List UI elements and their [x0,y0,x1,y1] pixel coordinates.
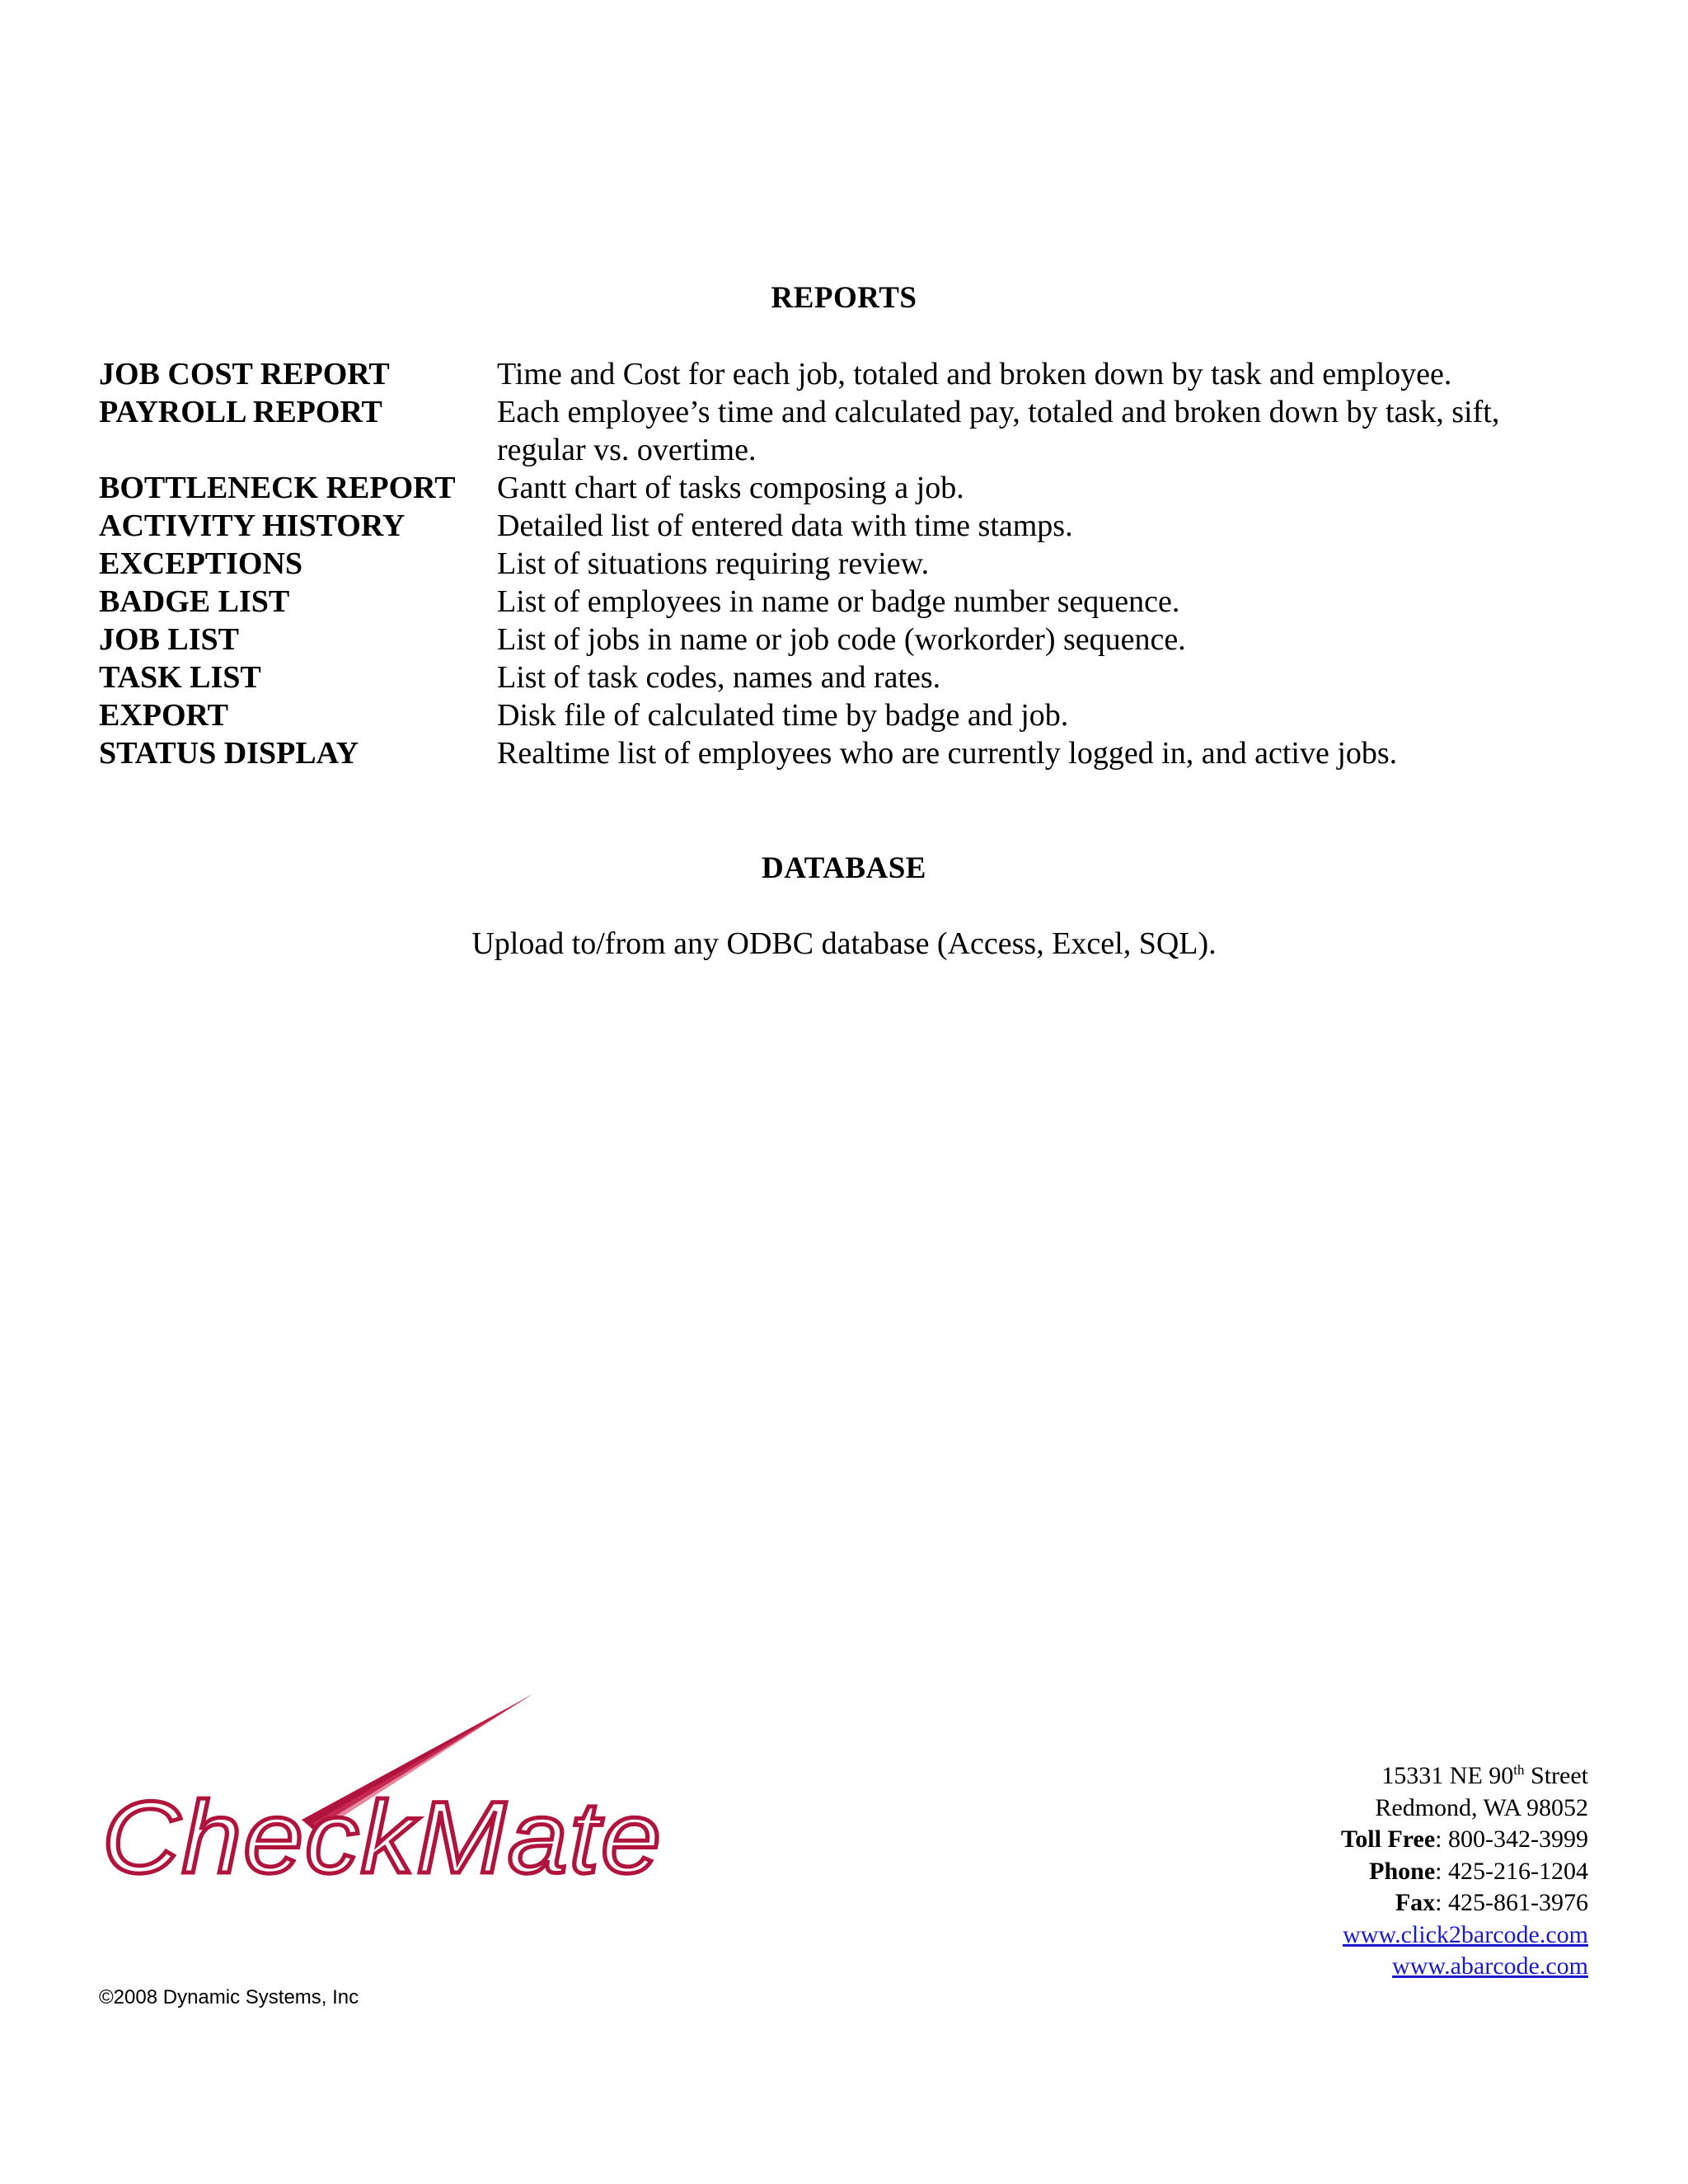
street-name: Street [1524,1762,1588,1789]
report-name: JOB LIST [99,622,240,657]
report-description: Gantt chart of tasks composing a job. [497,471,964,505]
fax-label: Fax [1395,1889,1436,1916]
report-row [99,696,1582,734]
reports-heading: REPORTS [771,281,917,315]
svg-text:CheckMate: CheckMate [102,1781,663,1887]
report-row [99,658,1582,696]
database-heading: DATABASE [761,851,926,885]
report-row [99,621,1582,658]
report-name: BADGE LIST [99,584,290,619]
report-description: Each employee’s time and calculated pay, totaled and broken down by task, sift, regular vs. overtime. [497,395,1500,467]
website-link-click2barcode[interactable]: www.click2barcode.com [1343,1920,1588,1948]
report-row [99,583,1582,621]
contact-address [1341,1760,1588,1983]
report-description: Realtime list of employees who are currently logged in, and active jobs. [497,736,1398,771]
city-line: Redmond, WA 98052 [1375,1793,1588,1821]
report-description: Time and Cost for each job, totaled and broken down by task and employee. [497,357,1452,391]
report-description: List of employees in name or badge number sequence. [497,584,1180,619]
report-name: EXCEPTIONS [99,546,303,581]
phone-number: : 425-216-1204 [1435,1857,1588,1885]
reports-list [99,355,1582,772]
checkmate-logo-graphic [97,1690,674,1887]
fax-number: : 425-861-3976 [1435,1889,1588,1916]
report-name: PAYROLL REPORT [99,395,382,429]
toll-free-label: Toll Free [1341,1825,1436,1853]
phone-label: Phone [1369,1857,1436,1885]
report-row [99,507,1582,545]
copyright-notice: ©2008 Dynamic Systems, Inc [99,1986,359,2008]
phone-line [1341,1856,1588,1888]
report-name: EXPORT [99,698,229,733]
report-name: BOTTLENECK REPORT [99,471,456,505]
report-description: List of jobs in name or job code (workorder) sequence. [497,622,1186,657]
report-description: List of situations requiring review. [497,546,930,581]
report-name: STATUS DISPLAY [99,736,359,771]
checkmate-logo [97,1690,674,1887]
report-description: List of task codes, names and rates. [497,660,941,695]
report-description: Detailed list of entered data with time stamps. [497,509,1073,543]
database-text: Upload to/from any ODBC database (Access, Excel, SQL). [471,926,1217,961]
report-description: Disk file of calculated time by badge and job. [497,698,1069,733]
toll-free-line [1341,1824,1588,1856]
report-row [99,393,1582,469]
report-row [99,734,1582,772]
street-line [1341,1760,1588,1793]
report-row [99,469,1582,507]
report-name: ACTIVITY HISTORY [99,509,406,543]
report-name: TASK LIST [99,660,261,695]
street-ordinal: th [1513,1762,1525,1778]
report-row [99,545,1582,583]
report-row [99,355,1582,393]
toll-free-number: : 800-342-3999 [1435,1825,1588,1853]
fax-line [1341,1887,1588,1919]
website-link-abarcode[interactable]: www.abarcode.com [1392,1952,1588,1980]
street-number: 15331 NE 90 [1381,1762,1514,1789]
report-name: JOB COST REPORT [99,357,390,391]
